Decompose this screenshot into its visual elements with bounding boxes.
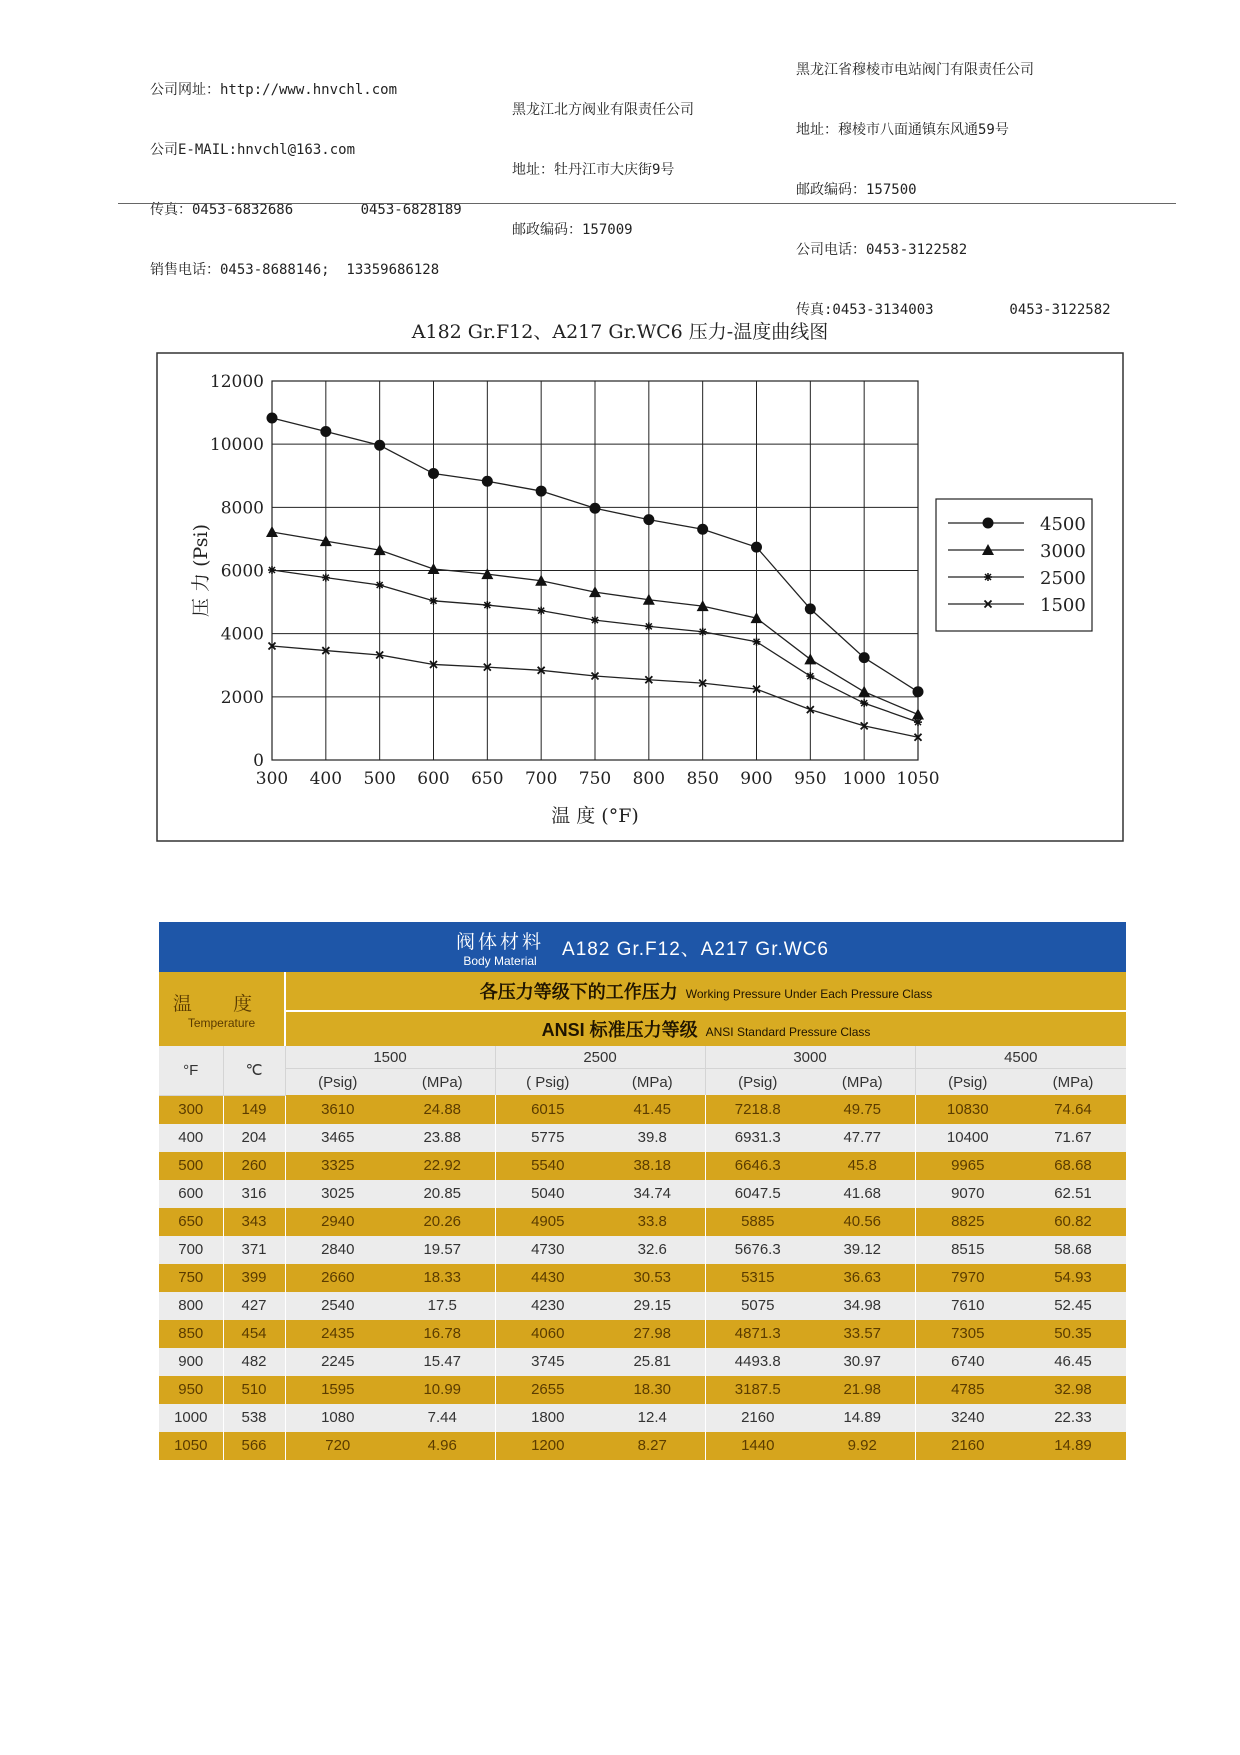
table-cell: 45.8 xyxy=(810,1152,915,1180)
table-cell: 14.89 xyxy=(810,1404,915,1432)
x-tick-label: 1050 xyxy=(896,769,940,789)
table-cell: 371 xyxy=(223,1236,285,1264)
temperature-label-en: Temperature xyxy=(187,1015,256,1030)
table-cell: 700 xyxy=(159,1236,223,1264)
table-cell: 343 xyxy=(223,1208,285,1236)
table-cell: 4060 xyxy=(495,1320,600,1348)
table-cell: 12.4 xyxy=(600,1404,705,1432)
data-point-circle xyxy=(320,426,331,437)
table-cell: 32.6 xyxy=(600,1236,705,1264)
unit-row xyxy=(159,1069,1126,1096)
unit-psig-header: ( Psig) xyxy=(495,1069,600,1096)
y-tick-label: 0 xyxy=(253,751,264,771)
table-cell: 21.98 xyxy=(810,1376,915,1404)
table-cell: 18.30 xyxy=(600,1376,705,1404)
data-point-circle xyxy=(482,476,493,487)
data-point-circle xyxy=(643,514,654,525)
table-cell: 2655 xyxy=(495,1376,600,1404)
table-cell: 538 xyxy=(223,1404,285,1432)
table-cell: 52.45 xyxy=(1020,1292,1126,1320)
table-cell: 25.81 xyxy=(600,1348,705,1376)
table-cell: 2435 xyxy=(285,1320,390,1348)
table-cell: 2160 xyxy=(705,1404,810,1432)
data-point-circle xyxy=(267,412,278,423)
table-cell: 38.18 xyxy=(600,1152,705,1180)
unit-psig-header: (Psig) xyxy=(915,1069,1020,1096)
data-point-circle xyxy=(590,503,601,514)
table-cell: 22.33 xyxy=(1020,1404,1126,1432)
table-cell: 6646.3 xyxy=(705,1152,810,1180)
table-cell: 4493.8 xyxy=(705,1348,810,1376)
table-row xyxy=(159,1152,1126,1180)
ansi-class-header xyxy=(285,1011,1126,1046)
y-tick-label: 6000 xyxy=(220,561,264,582)
data-point-circle xyxy=(697,524,708,535)
table-cell: 20.85 xyxy=(390,1180,495,1208)
table-cell: 10400 xyxy=(915,1124,1020,1152)
table-cell: 8515 xyxy=(915,1236,1020,1264)
table-cell: 47.77 xyxy=(810,1124,915,1152)
table-cell: 50.35 xyxy=(1020,1320,1126,1348)
x-tick-label: 750 xyxy=(578,769,612,789)
table-cell: 41.45 xyxy=(600,1095,705,1124)
data-point-star xyxy=(753,638,761,646)
data-point-circle xyxy=(983,518,994,529)
data-point-triangle xyxy=(912,709,924,720)
table-cell: 27.98 xyxy=(600,1320,705,1348)
table-cell: 15.47 xyxy=(390,1348,495,1376)
data-point-star xyxy=(430,597,438,605)
y-tick-label: 12000 xyxy=(209,372,264,392)
table-row xyxy=(159,1376,1126,1404)
class-2500-header: 2500 xyxy=(495,1046,705,1069)
legend-label: 4500 xyxy=(1040,514,1086,535)
x-tick-label: 400 xyxy=(309,769,343,789)
table-cell: 68.68 xyxy=(1020,1152,1126,1180)
table-cell: 260 xyxy=(223,1152,285,1180)
x-tick-label: 650 xyxy=(471,769,504,789)
header-middle-line: 邮政编码：157009 xyxy=(512,222,633,238)
table-cell: 316 xyxy=(223,1180,285,1208)
x-tick-label: 900 xyxy=(740,769,773,789)
x-tick-label: 500 xyxy=(363,769,396,789)
table-cell: 1440 xyxy=(705,1432,810,1460)
data-point-circle xyxy=(751,542,762,553)
header-left-line: 公司E-MAIL:hnvchl@163.com xyxy=(150,142,356,158)
header-right-line: 传真:0453-3134003 0453-3122582 xyxy=(796,302,1111,318)
ansi-class-label-en: ANSI Standard Pressure Class xyxy=(705,1025,871,1039)
table-cell: 650 xyxy=(159,1208,223,1236)
table-cell: 49.75 xyxy=(810,1095,915,1124)
table-cell: 34.74 xyxy=(600,1180,705,1208)
table-cell: 74.64 xyxy=(1020,1095,1126,1124)
table-cell: 7610 xyxy=(915,1292,1020,1320)
table-row xyxy=(159,1236,1126,1264)
table-cell: 20.26 xyxy=(390,1208,495,1236)
y-tick-label: 8000 xyxy=(220,498,264,519)
table-body xyxy=(159,1095,1126,1460)
x-tick-label: 950 xyxy=(794,769,827,789)
body-material-row xyxy=(159,922,1126,972)
table-cell: 3240 xyxy=(915,1404,1020,1432)
table-cell: 7.44 xyxy=(390,1404,495,1432)
table-cell: 22.92 xyxy=(390,1152,495,1180)
pressure-class-row xyxy=(159,1046,1126,1069)
table-cell: 1080 xyxy=(285,1404,390,1432)
table-cell: 5315 xyxy=(705,1264,810,1292)
table-cell: 32.98 xyxy=(1020,1376,1126,1404)
table-cell: 9965 xyxy=(915,1152,1020,1180)
x-tick-label: 800 xyxy=(632,769,666,789)
body-material-label: 阀体材料 xyxy=(456,931,545,953)
data-point-circle xyxy=(428,468,439,479)
table-cell: 33.8 xyxy=(600,1208,705,1236)
table-cell: 4785 xyxy=(915,1376,1020,1404)
table-cell: 850 xyxy=(159,1320,223,1348)
unit-mpa-header: (MPa) xyxy=(810,1069,915,1096)
table-cell: 39.12 xyxy=(810,1236,915,1264)
table-cell: 33.57 xyxy=(810,1320,915,1348)
table-cell: 3325 xyxy=(285,1152,390,1180)
unit-mpa-header: (MPa) xyxy=(1020,1069,1126,1096)
table-row xyxy=(159,1208,1126,1236)
legend-label: 3000 xyxy=(1040,541,1086,562)
table-cell: 34.98 xyxy=(810,1292,915,1320)
class-4500-header: 4500 xyxy=(915,1046,1126,1069)
working-pressure-row xyxy=(159,972,1126,1011)
data-point-star xyxy=(322,574,330,582)
data-point-triangle xyxy=(804,653,816,664)
table-cell: 10830 xyxy=(915,1095,1020,1124)
working-pressure-label-en: Working Pressure Under Each Pressure Class xyxy=(685,987,933,1001)
table-cell: 7970 xyxy=(915,1264,1020,1292)
table-cell: 8.27 xyxy=(600,1432,705,1460)
data-point-star xyxy=(699,628,707,636)
class-3000-header: 3000 xyxy=(705,1046,915,1069)
table-cell: 1000 xyxy=(159,1404,223,1432)
table-cell: 500 xyxy=(159,1152,223,1180)
data-point-star xyxy=(860,699,868,707)
table-cell: 2840 xyxy=(285,1236,390,1264)
table-cell: 6015 xyxy=(495,1095,600,1124)
table-cell: 7305 xyxy=(915,1320,1020,1348)
table-cell: 5540 xyxy=(495,1152,600,1180)
table-cell: 1800 xyxy=(495,1404,600,1432)
table-cell: 2160 xyxy=(915,1432,1020,1460)
pressure-rating-table xyxy=(159,922,1126,1460)
data-point-star xyxy=(984,573,992,581)
header-left-line: 传真：0453-6832686 0453-6828189 xyxy=(150,202,462,218)
table-cell: 2245 xyxy=(285,1348,390,1376)
table-cell: 54.93 xyxy=(1020,1264,1126,1292)
table-cell: 3465 xyxy=(285,1124,390,1152)
data-point-triangle xyxy=(266,526,278,537)
table-cell: 600 xyxy=(159,1180,223,1208)
header-middle-line: 地址：牡丹江市大庆街9号 xyxy=(512,162,675,178)
x-tick-label: 300 xyxy=(255,769,289,789)
data-point-star xyxy=(645,622,653,630)
chart-title: A182 Gr.F12、A217 Gr.WC6 压力-温度曲线图 xyxy=(411,321,829,343)
table-cell: 4871.3 xyxy=(705,1320,810,1348)
table-cell: 9.92 xyxy=(810,1432,915,1460)
header-middle-line: 黑龙江北方阀业有限责任公司 xyxy=(512,102,694,118)
table-row xyxy=(159,1264,1126,1292)
table-cell: 41.68 xyxy=(810,1180,915,1208)
table-cell: 900 xyxy=(159,1348,223,1376)
ansi-class-label: ANSI 标准压力等级 xyxy=(541,1020,698,1040)
table-cell: 7218.8 xyxy=(705,1095,810,1124)
x-tick-label: 850 xyxy=(686,769,719,789)
temperature-label: 温 度 xyxy=(172,993,271,1015)
table-row xyxy=(159,1432,1126,1460)
table-cell: 2660 xyxy=(285,1264,390,1292)
body-material-band xyxy=(159,922,1126,972)
table-cell: 6740 xyxy=(915,1348,1020,1376)
table-row xyxy=(159,1095,1126,1124)
table-cell: 4430 xyxy=(495,1264,600,1292)
x-tick-label: 1000 xyxy=(842,769,886,789)
table-cell: 71.67 xyxy=(1020,1124,1126,1152)
table-cell: 3187.5 xyxy=(705,1376,810,1404)
data-point-circle xyxy=(536,486,547,497)
ansi-class-row xyxy=(159,1011,1126,1046)
data-point-star xyxy=(914,718,922,726)
data-point-star xyxy=(537,607,545,615)
table-cell: 1595 xyxy=(285,1376,390,1404)
table-cell: 60.82 xyxy=(1020,1208,1126,1236)
table-cell: 19.57 xyxy=(390,1236,495,1264)
table-cell: 300 xyxy=(159,1095,223,1124)
body-material-value: A182 Gr.F12、A217 Gr.WC6 xyxy=(562,938,829,960)
y-tick-label: 4000 xyxy=(220,624,264,645)
header-left-line: 销售电话：0453-8688146; 13359686128 xyxy=(150,262,440,278)
header-right-line: 地址：穆棱市八面通镇东风通59号 xyxy=(796,122,1009,138)
y-tick-label: 10000 xyxy=(209,435,264,456)
table-cell: 36.63 xyxy=(810,1264,915,1292)
table-cell: 58.68 xyxy=(1020,1236,1126,1264)
table-cell: 62.51 xyxy=(1020,1180,1126,1208)
table-cell: 3025 xyxy=(285,1180,390,1208)
header-right-line: 公司电话：0453-3122582 xyxy=(796,242,968,258)
unit-psig-header: (Psig) xyxy=(705,1069,810,1096)
header-left-line: 公司网址：http://www.hnvchl.com xyxy=(150,82,398,98)
class-1500-header: 1500 xyxy=(285,1046,495,1069)
table-cell: 18.33 xyxy=(390,1264,495,1292)
table-cell: 23.88 xyxy=(390,1124,495,1152)
table-cell: 454 xyxy=(223,1320,285,1348)
data-point-circle xyxy=(374,440,385,451)
temperature-header xyxy=(159,972,285,1046)
table-cell: 750 xyxy=(159,1264,223,1292)
y-tick-label: 2000 xyxy=(220,687,264,708)
table-cell: 149 xyxy=(223,1095,285,1124)
table-cell: 950 xyxy=(159,1376,223,1404)
table-cell: 2940 xyxy=(285,1208,390,1236)
table-cell: 39.8 xyxy=(600,1124,705,1152)
table-cell: 5075 xyxy=(705,1292,810,1320)
data-point-star xyxy=(483,601,491,609)
data-point-star xyxy=(591,616,599,624)
pressure-temperature-chart xyxy=(0,0,1240,860)
data-point-star xyxy=(376,581,384,589)
table-row xyxy=(159,1124,1126,1152)
table-cell: 5775 xyxy=(495,1124,600,1152)
table-cell: 10.99 xyxy=(390,1376,495,1404)
table-cell: 9070 xyxy=(915,1180,1020,1208)
unit-mpa-header: (MPa) xyxy=(600,1069,705,1096)
table-cell: 400 xyxy=(159,1124,223,1152)
table-cell: 46.45 xyxy=(1020,1348,1126,1376)
x-axis-label: 温 度 (°F) xyxy=(551,805,639,827)
table-row xyxy=(159,1292,1126,1320)
header-right-line: 邮政编码：157500 xyxy=(796,182,917,198)
data-point-circle xyxy=(859,652,870,663)
table-cell: 30.53 xyxy=(600,1264,705,1292)
data-point-triangle xyxy=(428,563,440,574)
table-cell: 510 xyxy=(223,1376,285,1404)
table-cell: 5885 xyxy=(705,1208,810,1236)
table-cell: 566 xyxy=(223,1432,285,1460)
table-cell: 5676.3 xyxy=(705,1236,810,1264)
table-cell: 5040 xyxy=(495,1180,600,1208)
table-cell: 2540 xyxy=(285,1292,390,1320)
table-row xyxy=(159,1348,1126,1376)
table-cell: 16.78 xyxy=(390,1320,495,1348)
table-cell: 399 xyxy=(223,1264,285,1292)
table-cell: 4905 xyxy=(495,1208,600,1236)
legend-label: 2500 xyxy=(1040,568,1086,589)
table-cell: 4730 xyxy=(495,1236,600,1264)
body-material-label-en: Body Material xyxy=(463,953,537,968)
table-cell: 6931.3 xyxy=(705,1124,810,1152)
working-pressure-label: 各压力等级下的工作压力 xyxy=(479,982,678,1002)
header-right-line: 黑龙江省穆棱市电站阀门有限责任公司 xyxy=(796,62,1034,78)
data-point-star xyxy=(806,672,814,680)
working-pressure-header xyxy=(285,972,1126,1011)
table-cell: 1200 xyxy=(495,1432,600,1460)
legend-label: 1500 xyxy=(1040,595,1086,616)
table-row xyxy=(159,1320,1126,1348)
table-cell: 482 xyxy=(223,1348,285,1376)
unit-f-header: °F xyxy=(159,1046,223,1095)
x-tick-label: 700 xyxy=(524,769,558,789)
table-cell: 4230 xyxy=(495,1292,600,1320)
table-cell: 30.97 xyxy=(810,1348,915,1376)
unit-mpa-header: (MPa) xyxy=(390,1069,495,1096)
table-cell: 6047.5 xyxy=(705,1180,810,1208)
table-cell: 800 xyxy=(159,1292,223,1320)
table-row xyxy=(159,1404,1126,1432)
unit-psig-header: (Psig) xyxy=(285,1069,390,1096)
table-cell: 17.5 xyxy=(390,1292,495,1320)
table-cell: 24.88 xyxy=(390,1095,495,1124)
data-point-circle xyxy=(913,686,924,697)
table-cell: 4.96 xyxy=(390,1432,495,1460)
data-point-star xyxy=(268,566,276,574)
table-cell: 427 xyxy=(223,1292,285,1320)
data-point-triangle xyxy=(858,686,870,697)
unit-c-header: ℃ xyxy=(223,1046,285,1095)
table-cell: 40.56 xyxy=(810,1208,915,1236)
table-cell: 720 xyxy=(285,1432,390,1460)
table-cell: 204 xyxy=(223,1124,285,1152)
table-cell: 8825 xyxy=(915,1208,1020,1236)
table-cell: 1050 xyxy=(159,1432,223,1460)
table-row xyxy=(159,1180,1126,1208)
x-tick-label: 600 xyxy=(417,769,450,789)
y-axis-label: 压 力 (Psi) xyxy=(190,523,212,618)
data-point-circle xyxy=(805,603,816,614)
table-cell: 3610 xyxy=(285,1095,390,1124)
table-cell: 3745 xyxy=(495,1348,600,1376)
table-cell: 14.89 xyxy=(1020,1432,1126,1460)
table-cell: 29.15 xyxy=(600,1292,705,1320)
